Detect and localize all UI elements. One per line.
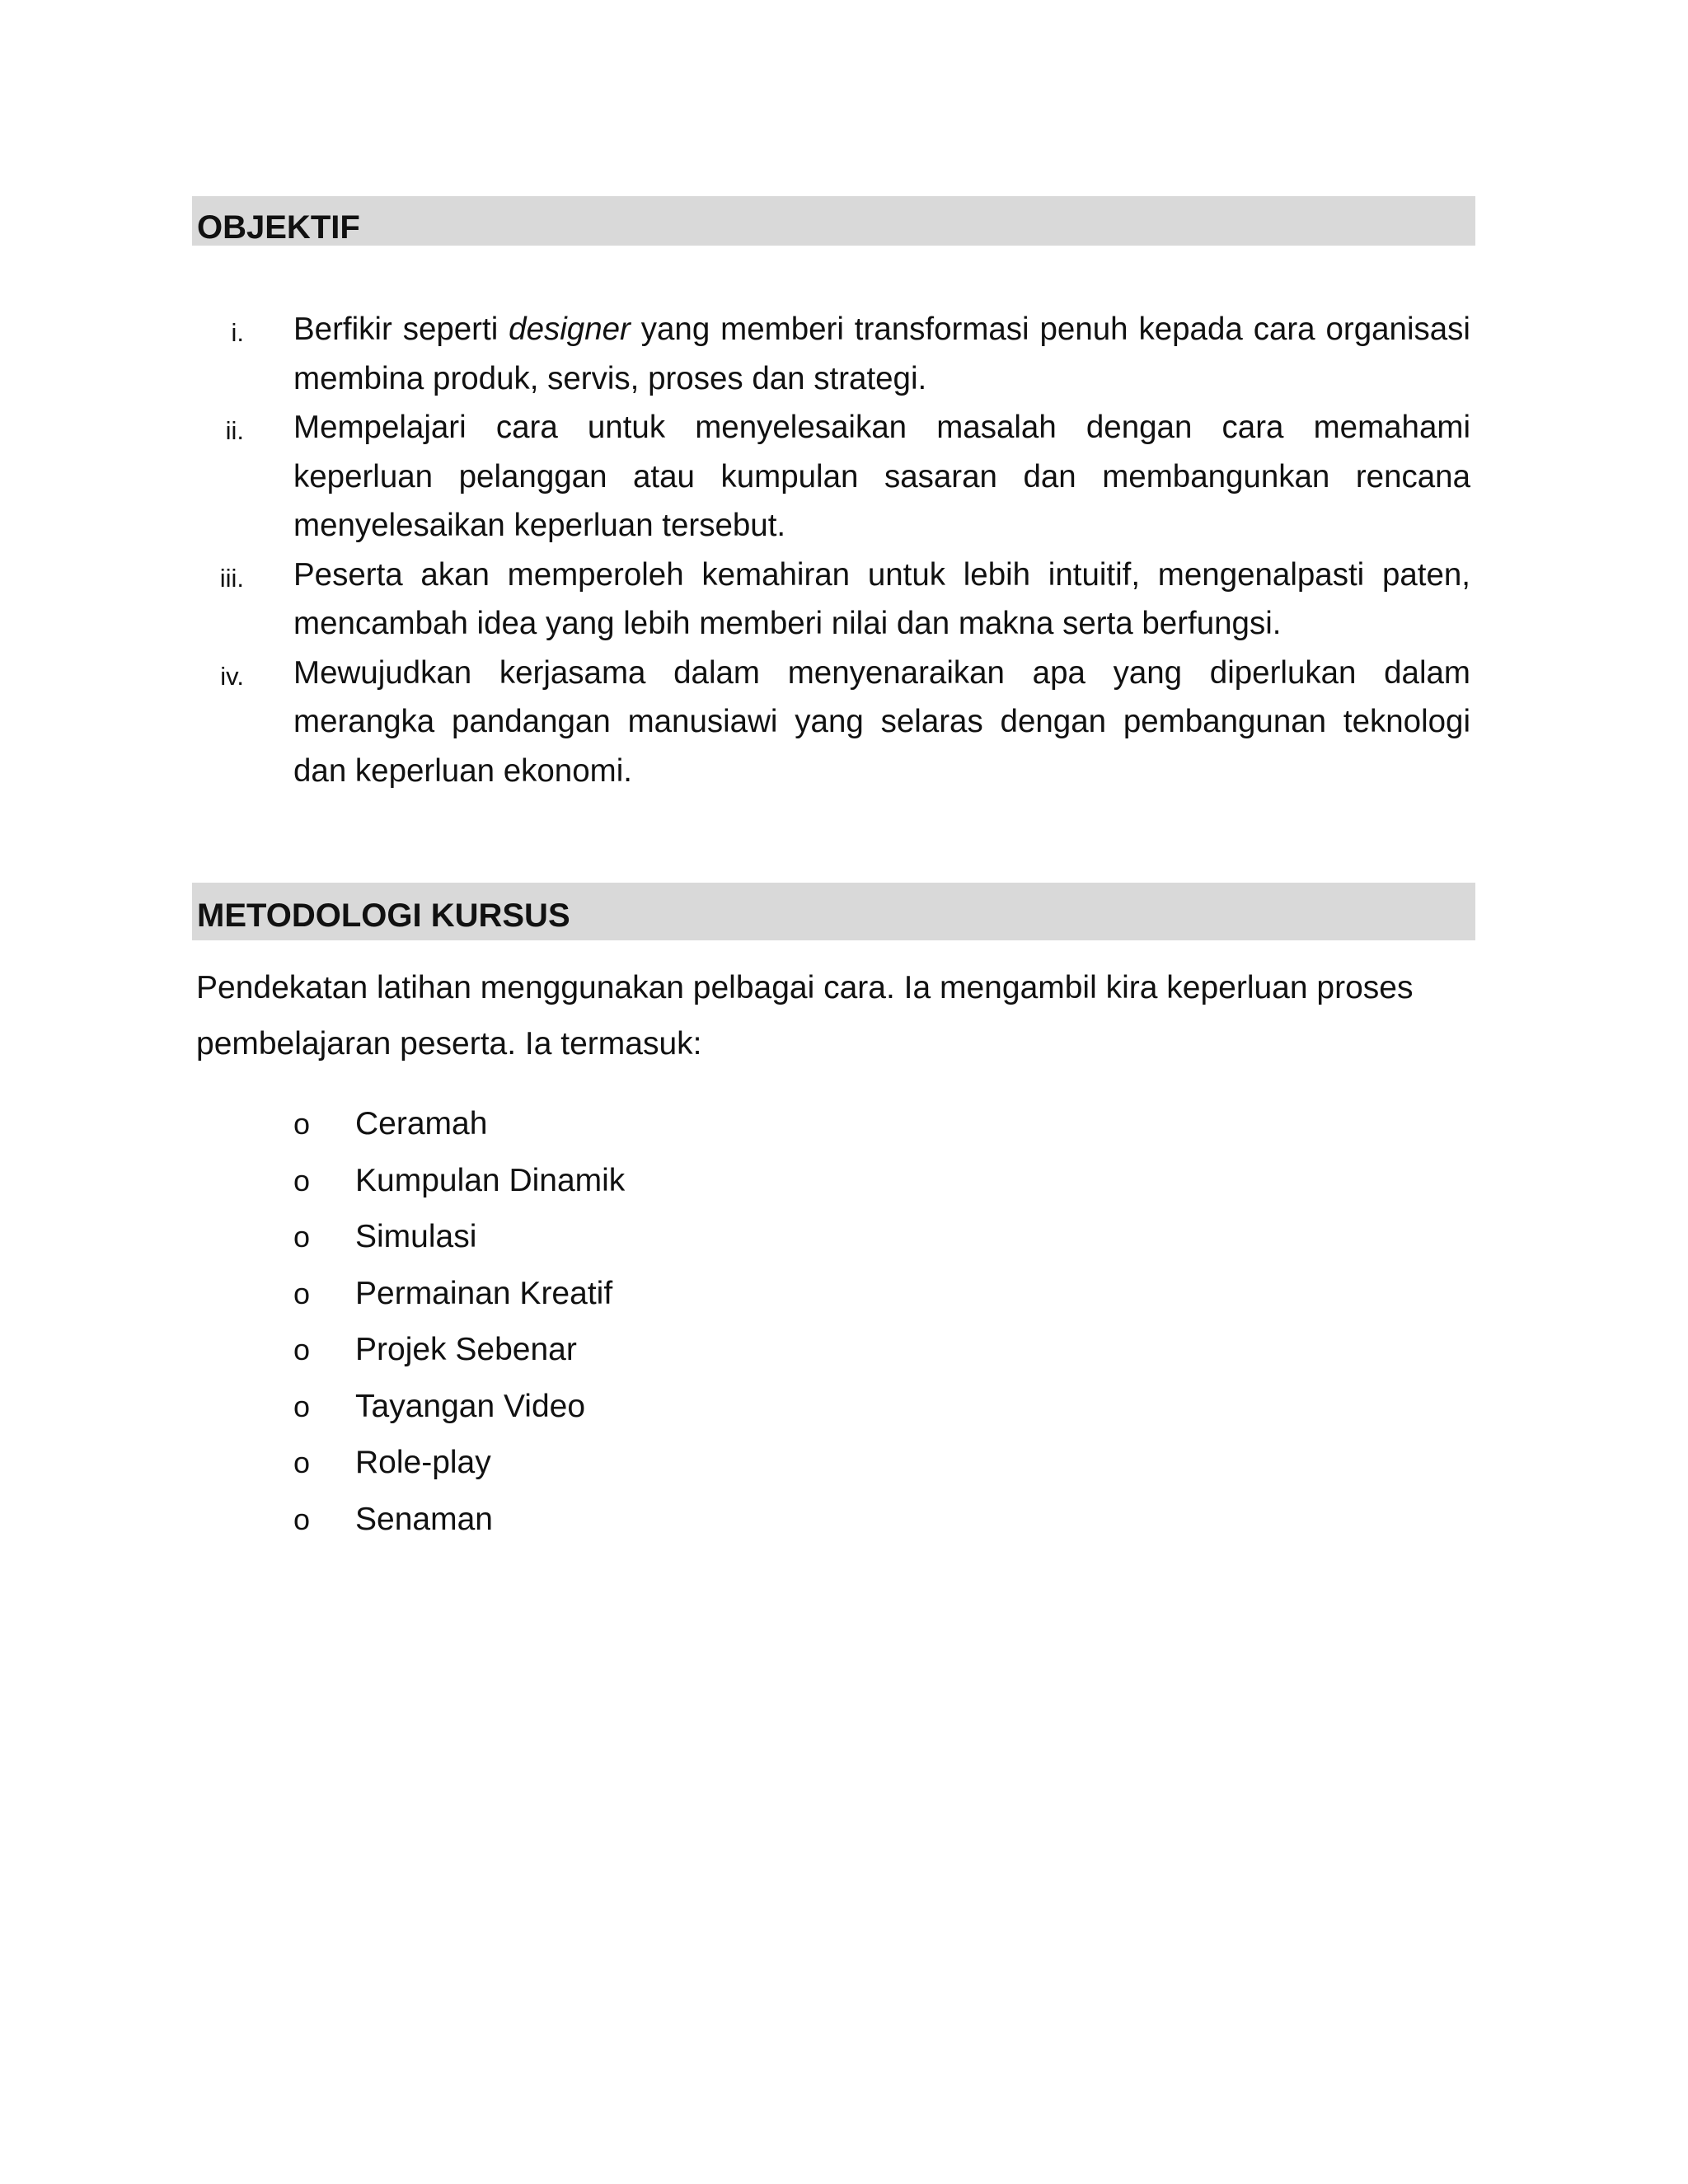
objective-text-part: yang memberi transformasi penuh kepada cara organisasi membina produk, servis, proses dan strategi.	[293, 312, 1470, 396]
objective-number: i.	[231, 318, 244, 347]
methodology-list	[0, 1096, 1688, 1548]
bullet-icon: o	[293, 1163, 311, 1197]
section-heading-objektif: OBJEKTIF	[192, 196, 1475, 246]
methodology-item-label: Permainan Kreatif	[355, 1275, 613, 1311]
objective-text: Peserta akan memperoleh kemahiran untuk lebih intuitif, mengenalpasti paten, mencambah idea yang lebih memberi nilai dan makna serta berfungsi.	[293, 556, 1470, 641]
bullet-icon: o	[293, 1220, 311, 1254]
methodology-list-item	[0, 1153, 1688, 1210]
methodology-list-item	[0, 1492, 1688, 1549]
objective-text	[293, 305, 1470, 403]
methodology-list-item	[0, 1096, 1688, 1153]
section-heading-metodologi: METODOLOGI KURSUS	[192, 883, 1475, 940]
methodology-item-label: Role-play	[355, 1445, 491, 1480]
objective-number: iii.	[219, 563, 244, 593]
objective-item	[0, 403, 1688, 551]
methodology-item-label: Kumpulan Dinamik	[355, 1162, 626, 1198]
methodology-intro-paragraph: Pendekatan latihan menggunakan pelbagai cara. Ia mengambil kira keperluan proses pembelajaran peserta. Ia termasuk:	[196, 970, 1414, 1062]
bullet-icon: o	[293, 1502, 311, 1536]
objective-number: iv.	[220, 661, 244, 691]
methodology-list-item	[0, 1322, 1688, 1379]
bullet-icon: o	[293, 1389, 311, 1423]
objective-number: ii.	[225, 416, 244, 445]
methodology-list-item	[0, 1435, 1688, 1492]
methodology-item-label: Tayangan Video	[355, 1388, 586, 1424]
objective-text-emphasis: designer	[509, 312, 631, 347]
bullet-icon: o	[293, 1276, 311, 1310]
bullet-icon: o	[293, 1446, 311, 1479]
objective-text: Mempelajari cara untuk menyelesaikan masalah dengan cara memahami keperluan pelanggan atau kumpulan sasaran dan membangunkan rencana menyelesaikan keperluan tersebut.	[293, 410, 1470, 543]
objective-item	[0, 305, 1688, 403]
methodology-list-item	[0, 1209, 1688, 1266]
objective-list	[0, 305, 1688, 795]
methodology-item-label: Simulasi	[355, 1219, 477, 1254]
objective-text: Mewujudkan kerjasama dalam menyenaraikan apa yang diperlukan dalam merangka pandangan manusiawi yang selaras dengan pembangunan teknologi dan keperluan ekonomi.	[293, 654, 1470, 789]
objective-text-part: Berfikir seperti	[293, 312, 509, 347]
objective-item	[0, 649, 1688, 796]
methodology-item-label: Projek Sebenar	[355, 1332, 577, 1367]
bullet-icon: o	[293, 1333, 311, 1366]
methodology-item-label: Ceramah	[355, 1106, 488, 1141]
methodology-list-item	[0, 1379, 1688, 1436]
objective-item	[0, 551, 1688, 649]
bullet-icon: o	[293, 1107, 311, 1141]
methodology-item-label: Senaman	[355, 1501, 493, 1537]
methodology-list-item	[0, 1266, 1688, 1323]
